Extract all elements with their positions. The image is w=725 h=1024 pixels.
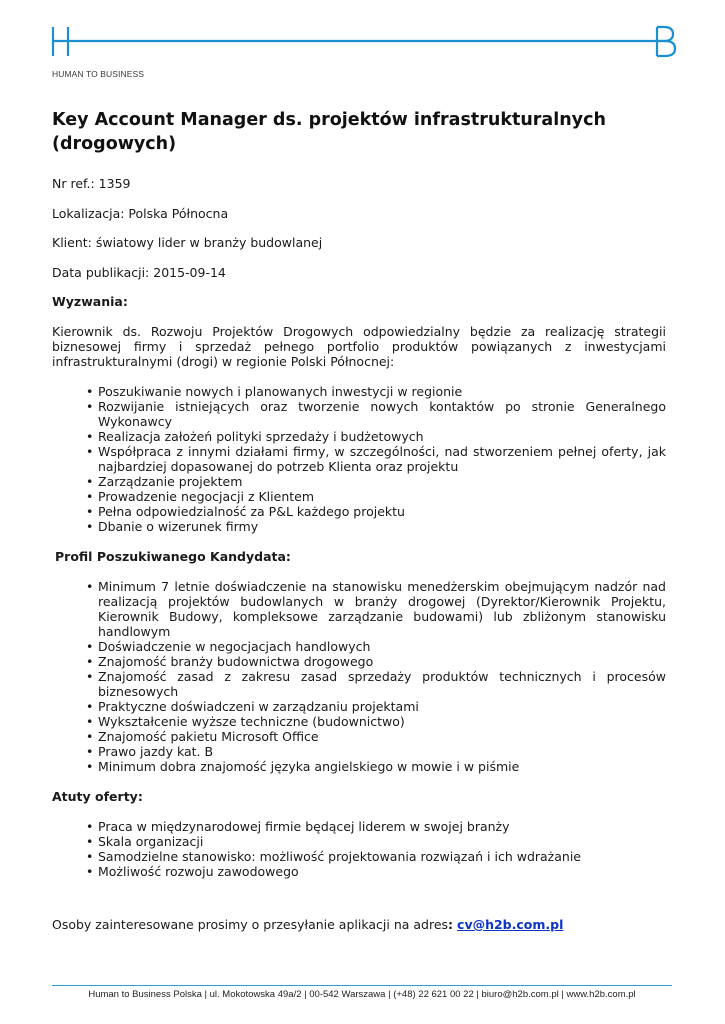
job-title: Key Account Manager ds. projektów infrastrukturalnych (drogowych) xyxy=(52,110,606,154)
list-item: • Wykształcenie wyższe techniczne (budownictwo) xyxy=(98,714,666,729)
list-item: • Minimum dobra znajomość języka angielskiego w mowie i w piśmie xyxy=(98,759,666,774)
publication-date: Data publikacji: 2015-09-14 xyxy=(52,264,226,280)
list-item: • Realizacja założeń polityki sprzedaży i budżetowych xyxy=(98,429,666,444)
list-item: • Prawo jazdy kat. B xyxy=(98,744,666,759)
list-item: • Doświadczenie w negocjacjach handlowych xyxy=(98,639,666,654)
client: Klient: światowy lider w branży budowlanej xyxy=(52,235,323,250)
list-item: • Znajomość pakietu Microsoft Office xyxy=(98,729,666,744)
list-item: • Znajomość branży budownictwa drogowego xyxy=(98,654,666,669)
reference-number: Nr ref.: 1359 xyxy=(52,176,131,191)
profile-heading: Profil Poszukiwanego Kandydata: xyxy=(55,549,291,564)
list-item: • Minimum 7 letnie doświadczenie na stanowisku menedżerskim obejmującym nadzór nad realizacją projektów budowlanych w branży drogowej (Dyrektor/Kierownik Projektu, Kierownik Budowy, kompleksowe zarządzanie budowami) lub zbliżonym stanowisku handlowym xyxy=(98,579,666,639)
offer-list xyxy=(52,819,666,879)
list-item: • Znajomość zasad z zakresu zasad sprzedaży produktów technicznych i procesów biznesowych xyxy=(98,669,666,699)
list-item: • Skala organizacji xyxy=(98,834,666,849)
list-item: • Zarządzanie projektem xyxy=(98,474,666,489)
list-item: • Dbanie o wizerunek firmy xyxy=(98,519,666,534)
list-item: • Możliwość rozwoju zawodowego xyxy=(98,864,666,879)
list-item: • Współpraca z innymi działami firmy, w szczególności, nad stworzeniem pełnej oferty, jak najbardziej dopasowanej do potrzeb Klienta oraz projektu xyxy=(98,444,666,474)
list-item: • Pełna odpowiedzialność za P&L każdego projektu xyxy=(98,504,666,519)
challenges-intro: Kierownik ds. Rozwoju Projektów Drogowych odpowiedzialny będzie za realizację strategii biznesowej firmy i sprzedaż pełnego portfolio produktów powiązanych z inwestycjami infrastrukturalnymi (drogi) w regionie Polski Północnej: xyxy=(52,324,666,369)
list-item: • Samodzielne stanowisko: możliwość projektowania rozwiązań i ich wdrażanie xyxy=(98,849,666,864)
application-email-link[interactable]: cv@h2b.com.pl xyxy=(457,917,564,932)
footer-contact: Human to Business Polska | ul. Mokotowska 49a/2 | 00-542 Warszawa | (+48) 22 621 00 22 | biuro@h2b.com.pl | www.h2b.com.pl xyxy=(52,985,672,1000)
logo-b-lower-bowl xyxy=(657,41,675,56)
closing-text: Osoby zainteresowane prosimy o przesyłanie aplikacji na adres xyxy=(52,917,449,932)
list-item: • Praktyczne doświadczeni w zarządzaniu projektami xyxy=(98,699,666,714)
logo-b-upper-bowl xyxy=(657,27,673,41)
list-item: • Praca w międzynarodowej firmie będącej liderem w swojej branży xyxy=(98,819,666,834)
list-item: • Poszukiwanie nowych i planowanych inwestycji w regionie xyxy=(98,384,666,399)
list-item: • Prowadzenie negocjacji z Klientem xyxy=(98,489,666,504)
location: Lokalizacja: Polska Północna xyxy=(52,205,229,221)
job-offer xyxy=(52,108,666,932)
list-item: • Rozwijanie istniejących oraz tworzenie nowych kontaktów po stronie Generalnego Wykonawcy xyxy=(98,399,666,429)
offer-heading: Atuty oferty: xyxy=(52,789,143,804)
challenges-list xyxy=(52,384,666,534)
profile-list xyxy=(52,579,666,774)
closing-colon: : xyxy=(448,917,454,932)
application-instructions xyxy=(52,917,666,932)
logo-tagline: HUMAN TO BUSINESS xyxy=(52,69,145,79)
challenges-heading: Wyzwania: xyxy=(52,294,128,309)
